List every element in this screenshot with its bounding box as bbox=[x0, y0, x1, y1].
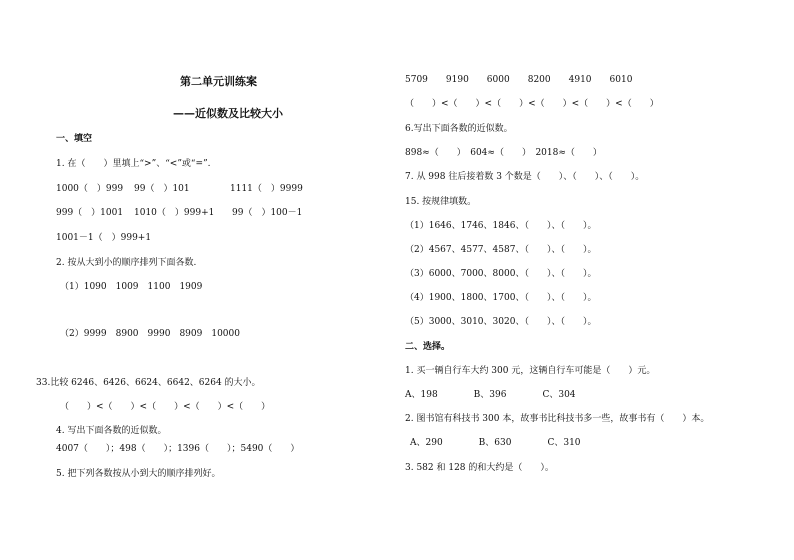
q1-item: 999（ ）1001 bbox=[56, 208, 124, 218]
q1-item: 1000（ ）999 bbox=[56, 184, 124, 194]
question-2: 2. 按从大到小的顺序排列下面各数. bbox=[56, 258, 197, 268]
sequence-5: （5）3000、3010、3020、（ ）、（ ）。 bbox=[405, 317, 597, 327]
question-5: 5. 把下列各数按从小到大的顺序排列好。 bbox=[56, 469, 221, 479]
question-33: 33.比较 6246、6426、6624、6642、6264 的大小。 bbox=[36, 378, 261, 388]
q1-item: 1111（ ）9999 bbox=[230, 184, 303, 194]
section-fill-blank-heading: 一、填空 bbox=[56, 134, 93, 144]
q2-part-1: （1）1090 1009 1100 1909 bbox=[60, 282, 203, 292]
q33-blanks: （ ）<（ ）<（ ）<（ ）<（ ） bbox=[60, 402, 271, 412]
q1-item: 99（ ）100－1 bbox=[232, 208, 303, 218]
question-1: 1. 在（ ）里填上“>”、“<”或“=”. bbox=[56, 159, 211, 169]
choice-3: 3. 582 和 128 的和大约是（ ）。 bbox=[405, 463, 554, 473]
question-7: 7. 从 998 往后接着数 3 个数是（ ）、（ ）、（ ）。 bbox=[405, 172, 645, 182]
question-15: 15. 按规律填数。 bbox=[405, 197, 477, 207]
question-6: 6.写出下面各数的近似数。 bbox=[405, 124, 513, 134]
page-subtitle: ——近似数及比较大小 bbox=[173, 107, 283, 120]
choice-2: 2. 图书馆有科技书 300 本，故事书比科技书多一些，故事书有（ ）本。 bbox=[405, 414, 710, 424]
q1-item: 99（ ）101 bbox=[134, 184, 190, 194]
q6-line: 898≈（ ） 604≈（ ） 2018≈（ ） bbox=[405, 148, 602, 158]
sequence-3: （3）6000、7000、8000、（ ）、（ ）。 bbox=[405, 269, 597, 279]
page-title: 第二单元训练案 bbox=[180, 75, 257, 88]
question-4: 4. 写出下面各数的近似数。 bbox=[56, 426, 167, 436]
q2-part-2: （2）9999 8900 9990 8909 10000 bbox=[60, 329, 240, 339]
q4-line: 4007（ ）；498（ ）；1396（ ）；5490（ ） bbox=[56, 444, 300, 454]
choice-1-options: A、198 B、396 C、304 bbox=[405, 390, 576, 400]
section-choice-heading: 二、选择。 bbox=[405, 342, 451, 352]
q1-item: 1001－1（ ）999+1 bbox=[56, 233, 152, 243]
q5-numbers: 5709 9190 6000 8200 4910 6010 bbox=[405, 75, 633, 85]
choice-1: 1. 买一辆自行车大约 300 元，这辆自行车可能是（ ）元。 bbox=[405, 366, 656, 376]
sequence-4: （4）1900、1800、1700、（ ）、（ ）。 bbox=[405, 293, 597, 303]
choice-2-options: A、290 B、630 C、310 bbox=[410, 438, 581, 448]
sequence-1: （1）1646、1746、1846、（ ）、（ ）。 bbox=[405, 221, 597, 231]
q5-blanks: （ ）<（ ）<（ ）<（ ）<（ ）<（ ） bbox=[405, 99, 659, 109]
sequence-2: （2）4567、4577、4587、（ ）、（ ）。 bbox=[405, 245, 597, 255]
q1-item: 1010（ ）999+1 bbox=[134, 208, 215, 218]
